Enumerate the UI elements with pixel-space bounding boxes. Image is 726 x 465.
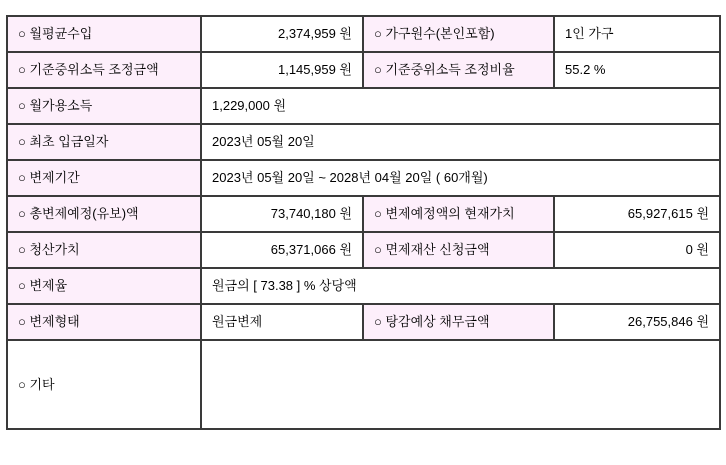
value-present-value-of-repayment: 65,927,615 원 <box>554 196 720 232</box>
table-row <box>7 160 720 196</box>
table-row <box>7 232 720 268</box>
label-repayment-period: ○ 변제기간 <box>7 160 201 196</box>
label-liquidation-value: ○ 청산가치 <box>7 232 201 268</box>
value-monthly-avg-income: 2,374,959 원 <box>201 16 363 52</box>
value-liquidation-value: 65,371,066 원 <box>201 232 363 268</box>
table-row <box>7 52 720 88</box>
value-median-income-adjust-ratio: 55.2 % <box>554 52 720 88</box>
label-repayment-type: ○ 변제형태 <box>7 304 201 340</box>
value-repayment-period: 2023년 05월 20일 ~ 2028년 04월 20일 ( 60개월) <box>201 160 720 196</box>
value-household-members: 1인 가구 <box>554 16 720 52</box>
value-expected-debt-reduction: 26,755,846 원 <box>554 304 720 340</box>
value-median-income-adjust-amount: 1,145,959 원 <box>201 52 363 88</box>
label-monthly-disposable-income: ○ 월가용소득 <box>7 88 201 124</box>
table-row <box>7 196 720 232</box>
table-row <box>7 304 720 340</box>
table-row <box>7 16 720 52</box>
value-repayment-type: 원금변제 <box>201 304 363 340</box>
table-row <box>7 124 720 160</box>
label-median-income-adjust-amount: ○ 기준중위소득 조정금액 <box>7 52 201 88</box>
table-row <box>7 88 720 124</box>
label-expected-debt-reduction: ○ 탕감예상 채무금액 <box>363 304 554 340</box>
label-total-expected-repayment: ○ 총변제예정(유보)액 <box>7 196 201 232</box>
label-exempt-property-request: ○ 면제재산 신청금액 <box>363 232 554 268</box>
label-monthly-avg-income: ○ 월평균수입 <box>7 16 201 52</box>
value-monthly-disposable-income: 1,229,000 원 <box>201 88 720 124</box>
table-row <box>7 340 720 429</box>
table-row <box>7 268 720 304</box>
label-etc: ○ 기타 <box>7 340 201 429</box>
repayment-summary-table <box>6 15 721 430</box>
value-exempt-property-request: 0 원 <box>554 232 720 268</box>
value-etc <box>201 340 720 429</box>
label-first-deposit-date: ○ 최초 입금일자 <box>7 124 201 160</box>
value-repayment-rate: 원금의 [ 73.38 ] % 상당액 <box>201 268 720 304</box>
label-median-income-adjust-ratio: ○ 기준중위소득 조정비율 <box>363 52 554 88</box>
value-total-expected-repayment: 73,740,180 원 <box>201 196 363 232</box>
label-household-members: ○ 가구원수(본인포함) <box>363 16 554 52</box>
label-present-value-of-repayment: ○ 변제예정액의 현재가치 <box>363 196 554 232</box>
value-first-deposit-date: 2023년 05월 20일 <box>201 124 720 160</box>
label-repayment-rate: ○ 변제율 <box>7 268 201 304</box>
